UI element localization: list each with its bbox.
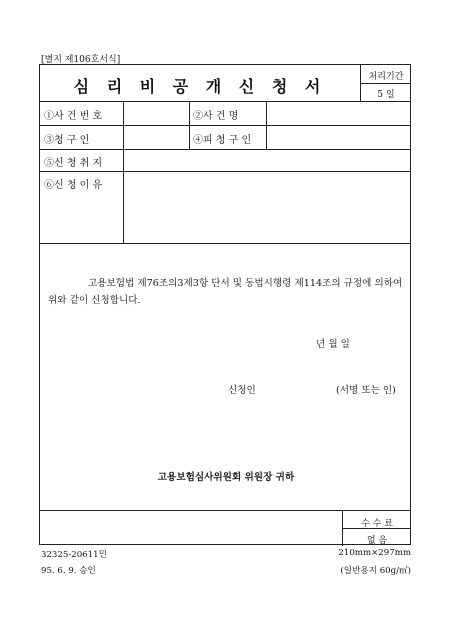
respondent-label: ④피 청 구 인: [193, 135, 252, 146]
case-number-label: ①사 건 번 호: [44, 111, 103, 122]
row-divider: [40, 171, 410, 172]
column-divider: [123, 101, 124, 243]
applicant-label: 신청인: [228, 385, 256, 396]
paper-size: 210mm×297mm: [338, 548, 411, 558]
application-reason-label: ⑥신 청 이 유: [44, 180, 103, 191]
form-title: 심 리 비 공 개 신 청 서: [73, 77, 327, 96]
form-number: [별지 제106호서식]: [41, 55, 121, 65]
claimant-label: ③청 구 인: [44, 135, 90, 146]
paper-spec: (일반용지 60g/㎡): [340, 566, 411, 576]
row-divider: [40, 243, 410, 244]
row-divider: [40, 510, 410, 511]
date-line: 년 월 일: [316, 339, 350, 350]
form-code: 32325-20611민: [41, 550, 107, 560]
column-divider: [189, 101, 190, 149]
application-purpose-label: ⑤신 청 취 지: [44, 158, 103, 169]
row-divider: [40, 125, 410, 126]
application-statement: 고용보험법 제76조의3제3항 단서 및 동법시행령 제114조의 규정에 의하여 위와 같이 신청합니다.: [48, 278, 403, 306]
row-divider: [40, 101, 410, 102]
row-divider: [360, 83, 410, 84]
processing-period-label: 처리기간: [368, 72, 404, 82]
row-divider: [40, 149, 410, 150]
fee-value: 없 음: [366, 536, 388, 546]
signature-label: (서명 또는 인): [336, 385, 396, 396]
case-name-label: ②사 건 명: [193, 111, 239, 122]
approval-date: 95. 6. 9. 승인: [41, 566, 96, 576]
addressee: 고용보험심사위원회 위원장 귀하: [157, 472, 295, 483]
fee-label: 수 수 료: [361, 519, 393, 529]
application-form: [39, 64, 411, 545]
column-divider: [266, 101, 267, 149]
processing-period-value: 5 일: [377, 90, 395, 100]
